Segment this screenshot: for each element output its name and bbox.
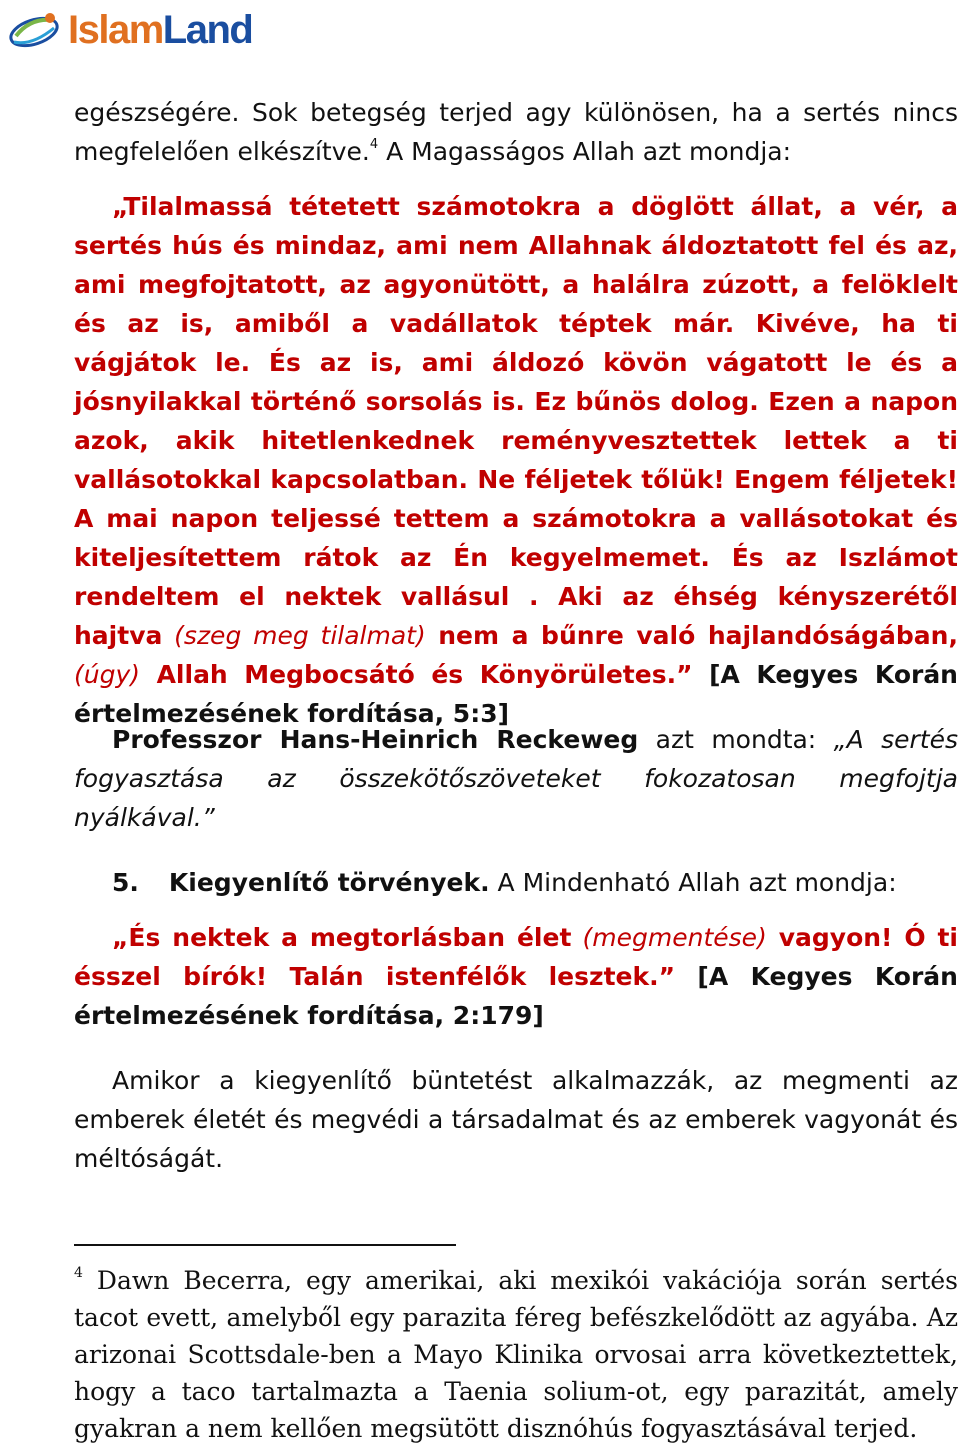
quote-5-3-reference: [A Kegyes Korán értelmezésének fordítása, 5:3] [74, 660, 958, 728]
quote-2-179-text [74, 918, 958, 1035]
quote-5-3-italic-1: (szeg meg tilalmat) [162, 621, 426, 650]
quote-2-179-reference: [A Kegyes Korán értelmezésének fordítása, 2:179] [74, 962, 958, 1030]
quote-2-179-a: „És nektek a megtorlásban élet [112, 923, 572, 952]
islamland-logo[interactable] [6, 6, 276, 54]
quote-5-3-end: Allah Megbocsátó és Könyörületes.” [140, 660, 693, 689]
footnote-body: Dawn Becerra, egy amerikai, aki mexikói vakációja során sertés tacot evett, amelyből egy parazita féreg befészkelődött az agyába. Az arizonai Scottsdale-ben a Mayo Klinika orvosai arra következtettek, hogy a taco tartalmazta a Taenia solium-ot, egy parazitát, amely gyakran a nem kellően megsütött disznóhús fogyasztásával terjed. [74, 1266, 958, 1443]
quran-quote-5-3 [74, 187, 958, 733]
footnote-separator [74, 1244, 456, 1246]
quote-2-179-b: vagyon! Ó ti ésszel bírók! Talán istenfélők lesztek.” [74, 923, 959, 991]
quote-5-3-italic-2: (úgy) [74, 660, 141, 689]
quote-5-3-text [74, 187, 958, 733]
logo-islam: Islam [68, 8, 163, 52]
footnote-number: 4 [74, 1265, 83, 1281]
logo-wordmark [68, 8, 252, 52]
section-5-heading-text [74, 863, 958, 902]
quran-quote-2-179 [74, 918, 958, 1035]
quote-5-3-main: „Tilalmassá tétetett számotokra a döglött állat, a vér, a sertés hús és mindaz, ami nem Allahnak áldoztatott fel és az, ami megfojtatott, az agyonütött, a halálra zúzott, a felöklelt és az is, amiből a vadállatok téptek már. Kivéve, ha ti vágjátok le. És az is, ami áldozó kövön vágatott le és a jósnyilakkal történő sorsolás is. Ez bűnös dolog. Ezen a napon azok, akik hitetlenkednek reményvesztettek lettek a ti vallásotokkal kapcsolatban. Ne féljetek tőlük! Engem féljetek! A mai napon teljessé tettem a számotokra a vallásotokat és kiteljesítettem rátok az Én kegyelmemet. És az Iszlámot rendeltem el nektek vallásul . Aki az éhség kényszerétől hajtva [74, 192, 958, 650]
logo-land: Land [162, 8, 253, 52]
globe-icon [6, 6, 66, 54]
paragraph-retribution [74, 1061, 958, 1178]
reckeweg-text [74, 720, 958, 837]
intro-text-b: A Magasságos Allah azt mondja: [378, 137, 792, 166]
section-5-intro: A Mindenható Allah azt mondja: [489, 868, 897, 897]
footnote-4-text [74, 1262, 958, 1447]
retribution-text: Amikor a kiegyenlítő büntetést alkalmazzák, az megmenti az emberek életét és megvédi a társadalmat és az emberek vagyonát és méltóságát. [74, 1066, 958, 1173]
quote-2-179-italic: (megmentése) [571, 923, 767, 952]
quote-5-3-mid: nem a bűnre való hajlandóságában, [425, 621, 958, 650]
section-5-title: Kiegyenlítő törvények. [168, 868, 490, 897]
reckeweg-quote: „A sertés fogyasztása az összekötőszöveteket fokozatosan megfojtja nyálkával.” [74, 725, 958, 832]
reckeweg-name: Professzor Hans-Heinrich Reckeweg [112, 725, 639, 754]
footnote-4 [74, 1262, 958, 1447]
intro-text [74, 93, 958, 171]
paragraph-reckeweg [74, 720, 958, 837]
footnote-ref[interactable]: 4 [369, 137, 379, 152]
intro-text-a: egészségére. Sok betegség terjed agy különösen, ha a sertés nincs megfelelően elkészítve. [74, 98, 958, 166]
section-5-number: 5. [112, 868, 139, 897]
paragraph-intro [74, 93, 958, 171]
reckeweg-said: azt mondta: [638, 725, 834, 754]
section-5-heading [74, 863, 958, 902]
